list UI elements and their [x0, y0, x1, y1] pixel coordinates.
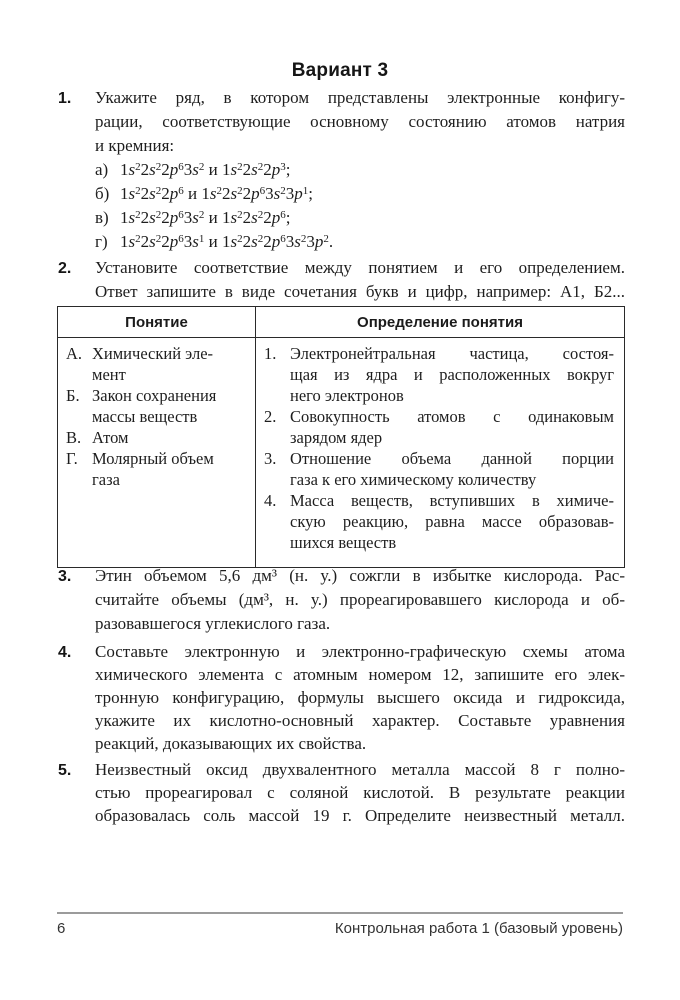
text-line: Электронейтральная частица, состоя- — [290, 344, 614, 363]
list-item-text — [290, 490, 614, 553]
text-line: Химический эле- — [92, 344, 214, 363]
text-line: считайте объемы (дм³, н. у.) прореагировавшего кислорода и об- — [95, 590, 625, 609]
list-item — [264, 448, 614, 490]
text-line: Установите соответствие между понятием и его определением. — [95, 258, 625, 277]
electron-config: $1s^22s^22p^63s^2$ — [120, 160, 205, 179]
page-number: 6 — [57, 920, 66, 937]
text-line: Ответ запишите в виде сочетания букв и цифр, например: А1, Б2... — [95, 282, 625, 301]
list-item-text — [92, 385, 245, 427]
question-1-number: 1. — [58, 90, 72, 107]
question-5-number: 5. — [58, 762, 72, 779]
electron-config: $1s^22s^22p^3$ — [221, 160, 286, 179]
text-line: шихся веществ — [290, 533, 397, 552]
text-line: Атом — [92, 428, 129, 447]
option-label: б) — [95, 184, 110, 203]
list-item-text — [92, 448, 245, 490]
text-line: газа к его химическому количеству — [290, 470, 537, 489]
text-line: газа — [92, 470, 120, 489]
list-marker: В. — [66, 428, 82, 447]
list-item-text — [290, 406, 614, 448]
list-marker: 3. — [264, 449, 277, 468]
list-item — [264, 490, 614, 553]
question-1-text — [95, 86, 625, 158]
config-option: г) $1s^22s^22p^63s^1$ и $1s^22s^22p^63s^23p^2$. — [95, 230, 625, 254]
question-3 — [57, 564, 625, 636]
question-2 — [57, 256, 625, 304]
footer-rule — [57, 912, 623, 914]
list-marker: Б. — [66, 386, 80, 405]
electron-config: $1s^22s^22p^6$ — [120, 184, 184, 203]
question-1-options — [95, 158, 625, 254]
question-4 — [57, 640, 625, 755]
text-line: тронную конфигурацию, формулы высшего оксида и гидроксида, — [95, 688, 625, 707]
electron-config: $1s^22s^22p^63s^2$ — [120, 208, 205, 227]
text-line: Составьте электронную и электронно-графическую схемы атома — [95, 642, 625, 661]
text-line: разовавшегося углекислого газа. — [95, 614, 331, 633]
electron-config: $1s^22s^22p^63s^1$ — [120, 232, 205, 251]
question-2-text — [95, 256, 625, 304]
question-5 — [57, 758, 625, 827]
definition-list-cell — [256, 338, 625, 568]
electron-config: $1s^22s^22p^63s^23p^2$ — [221, 232, 329, 251]
text-line: образовалась соль массой 19 г. Определите неизвестный металл. — [95, 806, 625, 825]
question-4-number: 4. — [58, 644, 72, 661]
list-item — [264, 406, 614, 448]
table-header-concept: Понятие — [58, 307, 256, 338]
page-title: Вариант 3 — [291, 60, 389, 81]
concept-list-cell — [58, 338, 256, 568]
question-1 — [57, 86, 625, 254]
config-option: б) $1s^22s^22p^6$ и $1s^22s^22p^63s^23p^1$; — [95, 182, 625, 206]
list-item — [264, 343, 614, 406]
text-line: щая из ядра и расположенных вокруг — [290, 365, 614, 384]
text-line: него электронов — [290, 386, 404, 405]
text-line: Этин объемом 5,6 дм³ (н. у.) сожгли в избытке кислорода. Рас- — [95, 566, 625, 585]
text-line: зарядом ядер — [290, 428, 383, 447]
question-2-number: 2. — [58, 260, 72, 277]
config-option: в) $1s^22s^22p^63s^2$ и $1s^22s^22p^6$; — [95, 206, 625, 230]
list-marker: 2. — [264, 407, 277, 426]
text-line: стью прореагировал с соляной кислотой. В результате реакции — [95, 783, 625, 802]
text-line: и кремния: — [95, 136, 175, 155]
text-line: Масса веществ, вступивших в химиче- — [290, 491, 614, 510]
list-marker: 4. — [264, 491, 277, 510]
footer-title: Контрольная работа 1 (базовый уровень) — [334, 920, 623, 937]
list-item-text — [92, 427, 245, 448]
text-line: химического элемента с атомным номером 12, запишите его элек- — [95, 665, 625, 684]
config-option: а) $1s^22s^22p^63s^2$ и $1s^22s^22p^3$; — [95, 158, 625, 182]
list-item — [66, 427, 245, 448]
list-item — [66, 343, 245, 385]
question-3-number: 3. — [58, 568, 72, 585]
question-4-text — [95, 640, 625, 755]
option-label: а) — [95, 160, 109, 179]
text-line: укажите их кислотно-основный характер. Составьте уравнения — [95, 711, 625, 730]
question-5-text — [95, 758, 625, 827]
text-line: Закон сохранения — [92, 386, 217, 405]
question-3-text — [95, 564, 625, 636]
text-line: Укажите ряд, в котором представлены электронные конфигу- — [95, 88, 625, 107]
list-item-text — [290, 343, 614, 406]
concept-definition-table — [57, 306, 625, 568]
option-label: в) — [95, 208, 109, 227]
list-item-text — [92, 343, 245, 385]
list-item-text — [290, 448, 614, 490]
electron-config: $1s^22s^22p^63s^23p^1$ — [201, 184, 309, 203]
list-item — [66, 385, 245, 427]
list-marker: Г. — [66, 449, 78, 468]
text-line: мент — [92, 365, 126, 384]
text-line: Неизвестный оксид двухвалентного металла массой 8 г полно- — [95, 760, 625, 779]
table-header-definition: Определение понятия — [256, 307, 625, 338]
text-line: массы веществ — [92, 407, 198, 426]
text-line: Отношение объема данной порции — [290, 449, 614, 468]
text-line: реакций, доказывающих их свойства. — [95, 734, 367, 753]
text-line: Молярный объем — [92, 449, 214, 468]
electron-config: $1s^22s^22p^6$ — [221, 208, 286, 227]
text-line: скую реакцию, равна массе образовав- — [290, 512, 614, 531]
text-line: рации, соответствующие основному состоянию атомов натрия — [95, 112, 625, 131]
list-marker: А. — [66, 344, 83, 363]
text-line: Совокупность атомов с одинаковым — [290, 407, 614, 426]
list-marker: 1. — [264, 344, 277, 363]
list-item — [66, 448, 245, 490]
option-label: г) — [95, 232, 108, 251]
